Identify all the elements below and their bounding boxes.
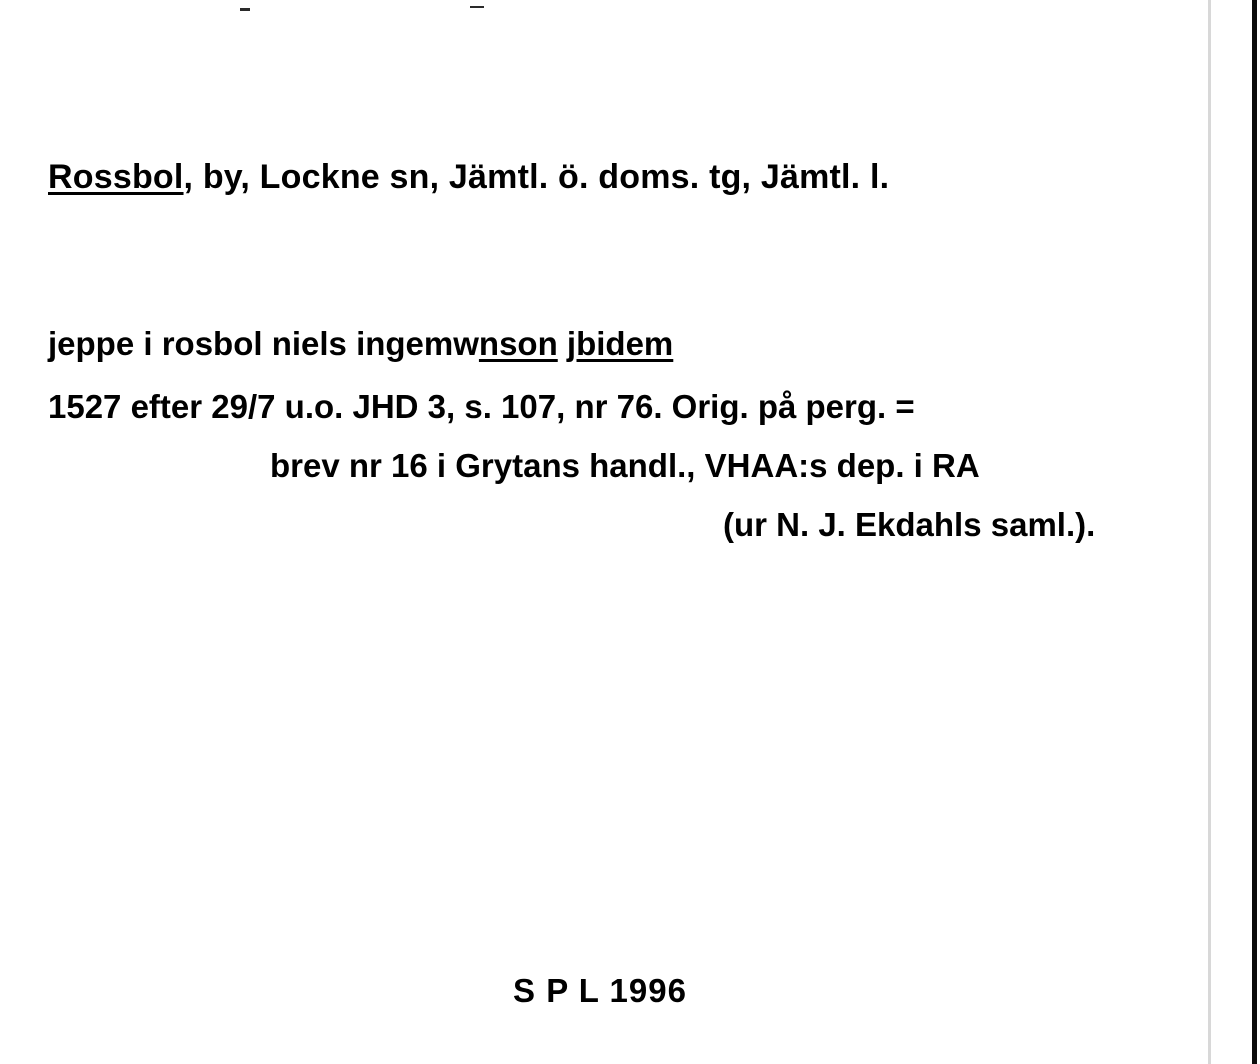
headword-qualifier: , by, Lockne sn, Jämtl. ö. doms. tg, Jämtl. l. <box>183 158 890 196</box>
reference-line-3: (ur N. J. Ekdahls saml.). <box>723 506 1096 543</box>
reference-line-1: 1527 efter 29/7 u.o. JHD 3, s. 107, nr 76. Orig. på perg. = <box>48 388 915 425</box>
headword-line <box>48 158 889 197</box>
card-footer: S P L 1996 <box>513 972 687 1009</box>
scan-artifact-top-left <box>240 8 250 11</box>
quote-segment-d-underlined: jbidem <box>566 325 674 362</box>
scan-artifact-top-center <box>470 6 484 8</box>
reference-line-2: brev nr 16 i Grytans handl., VHAA:s dep. i RA <box>270 447 980 484</box>
source-quote-line <box>48 325 673 363</box>
headword: Rossbol <box>48 158 184 196</box>
quote-space <box>558 325 567 362</box>
scan-artifact-right-edge-faint <box>1208 0 1211 1064</box>
scan-edge-dark-band <box>1246 0 1260 1064</box>
quote-segment-a: jeppe i rosbol niels ingemw <box>48 325 479 362</box>
quote-segment-b-underlined: nson <box>478 325 558 362</box>
